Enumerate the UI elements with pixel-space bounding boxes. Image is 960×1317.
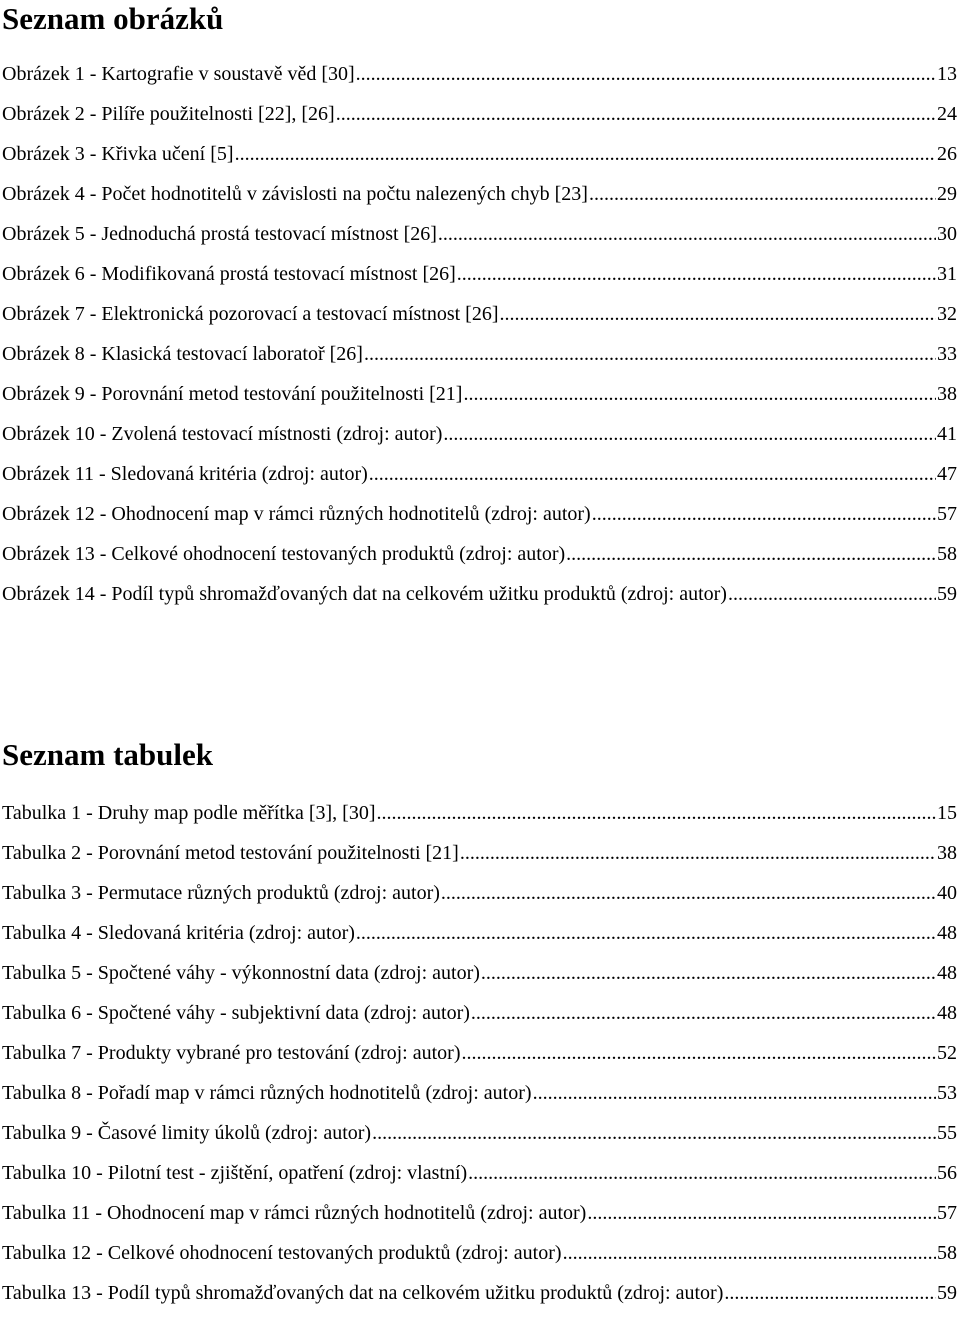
toc-entry-page-number: 41 [937,423,957,445]
toc-entry-page-number: 58 [937,543,957,565]
figure-toc-entry[interactable] [2,298,957,338]
toc-entry-title: Obrázek 13 - Celkové ohodnocení testovaných produktů (zdroj: autor) [2,543,566,565]
dot-leader [728,578,936,610]
table-toc-entry[interactable] [2,837,957,877]
dot-leader [463,378,936,410]
table-toc-entry[interactable] [2,877,957,917]
toc-entry-title: Tabulka 11 - Ohodnocení map v rámci různých hodnotitelů (zdroj: autor) [2,1202,587,1224]
toc-entry-title: Obrázek 8 - Klasická testovací laboratoř [26] [2,343,363,365]
dot-leader [592,498,936,530]
figure-toc-entry[interactable] [2,418,957,458]
toc-entry-title: Tabulka 7 - Produkty vybrané pro testování (zdroj: autor) [2,1042,461,1064]
toc-entry-page-number: 38 [937,383,957,405]
dot-leader [377,797,937,829]
toc-entry-page-number: 31 [937,263,957,285]
toc-entry-page-number: 55 [937,1122,957,1144]
figure-toc-entry[interactable] [2,258,957,298]
dot-leader [441,877,936,909]
toc-entry-page-number: 59 [937,1282,957,1304]
table-toc-entry[interactable] [2,997,957,1037]
list-of-tables [2,797,957,1317]
toc-entry-title: Tabulka 13 - Podíl typů shromažďovaných dat na celkovém užitku produktů (zdroj: autor) [2,1282,724,1304]
dot-leader [461,1037,936,1069]
toc-entry-title: Tabulka 1 - Druhy map podle měřítka [3], [30] [2,802,376,824]
figure-toc-entry[interactable] [2,538,957,578]
figure-toc-entry[interactable] [2,218,957,258]
list-of-figures-heading: Seznam obrázků [2,1,224,36]
table-toc-entry[interactable] [2,1277,957,1317]
dot-leader [587,1197,936,1229]
figure-toc-entry[interactable] [2,378,957,418]
toc-entry-page-number: 40 [937,882,957,904]
figure-toc-entry[interactable] [2,338,957,378]
table-toc-entry[interactable] [2,1157,957,1197]
toc-entry-page-number: 59 [937,583,957,605]
dot-leader [356,917,936,949]
dot-leader [481,957,936,989]
dot-leader [457,258,936,290]
dot-leader [468,1157,936,1189]
toc-entry-title: Obrázek 12 - Ohodnocení map v rámci různých hodnotitelů (zdroj: autor) [2,503,591,525]
dot-leader [566,538,936,570]
toc-entry-page-number: 48 [937,962,957,984]
table-toc-entry[interactable] [2,1237,957,1277]
dot-leader [533,1077,936,1109]
toc-entry-page-number: 13 [937,63,957,85]
dot-leader [443,418,936,450]
list-of-figures [2,58,957,618]
toc-entry-title: Obrázek 10 - Zvolená testovací místnosti (zdroj: autor) [2,423,443,445]
figure-toc-entry[interactable] [2,578,957,618]
toc-entry-title: Tabulka 10 - Pilotní test - zjištění, opatření (zdroj: vlastní) [2,1162,468,1184]
toc-entry-title: Obrázek 7 - Elektronická pozorovací a testovací místnost [26] [2,303,499,325]
toc-entry-page-number: 24 [937,103,957,125]
dot-leader [563,1237,936,1269]
dot-leader [235,138,936,170]
dot-leader [589,178,936,210]
toc-entry-page-number: 58 [937,1242,957,1264]
figure-toc-entry[interactable] [2,138,957,178]
figure-toc-entry[interactable] [2,458,957,498]
toc-entry-title: Obrázek 6 - Modifikovaná prostá testovací místnost [26] [2,263,456,285]
toc-entry-title: Obrázek 14 - Podíl typů shromažďovaných dat na celkovém užitku produktů (zdroj: autor) [2,583,727,605]
toc-entry-page-number: 33 [937,343,957,365]
toc-entry-title: Tabulka 8 - Pořadí map v rámci různých hodnotitelů (zdroj: autor) [2,1082,532,1104]
table-toc-entry[interactable] [2,1117,957,1157]
dot-leader [471,997,936,1029]
toc-entry-page-number: 57 [937,503,957,525]
dot-leader [460,837,936,869]
toc-entry-page-number: 26 [937,143,957,165]
dot-leader [500,298,937,330]
dot-leader [369,458,936,490]
table-toc-entry[interactable] [2,1077,957,1117]
figure-toc-entry[interactable] [2,498,957,538]
toc-entry-title: Obrázek 1 - Kartografie v soustavě věd [30] [2,63,355,85]
toc-entry-page-number: 48 [937,922,957,944]
table-toc-entry[interactable] [2,957,957,997]
toc-entry-title: Obrázek 9 - Porovnání metod testování použitelnosti [21] [2,383,463,405]
dot-leader [364,338,936,370]
toc-entry-page-number: 32 [937,303,957,325]
toc-entry-page-number: 38 [937,842,957,864]
toc-entry-page-number: 53 [937,1082,957,1104]
dot-leader [372,1117,936,1149]
table-toc-entry[interactable] [2,797,957,837]
figure-toc-entry[interactable] [2,58,957,98]
toc-entry-title: Tabulka 6 - Spočtené váhy - subjektivní data (zdroj: autor) [2,1002,470,1024]
toc-entry-title: Obrázek 4 - Počet hodnotitelů v závislosti na počtu nalezených chyb [23] [2,183,588,205]
toc-entry-title: Tabulka 9 - Časové limity úkolů (zdroj: autor) [2,1122,372,1144]
toc-entry-page-number: 15 [937,802,957,824]
table-toc-entry[interactable] [2,1037,957,1077]
toc-entry-page-number: 48 [937,1002,957,1024]
toc-entry-page-number: 57 [937,1202,957,1224]
dot-leader [724,1277,936,1309]
toc-entry-title: Obrázek 11 - Sledovaná kritéria (zdroj: autor) [2,463,368,485]
toc-entry-page-number: 29 [937,183,957,205]
toc-entry-title: Tabulka 2 - Porovnání metod testování použitelnosti [21] [2,842,459,864]
toc-entry-title: Tabulka 3 - Permutace různých produktů (zdroj: autor) [2,882,440,904]
toc-entry-title: Obrázek 5 - Jednoduchá prostá testovací místnost [26] [2,223,437,245]
toc-entry-title: Tabulka 5 - Spočtené váhy - výkonnostní data (zdroj: autor) [2,962,480,984]
list-of-tables-heading: Seznam tabulek [2,737,213,772]
figure-toc-entry[interactable] [2,178,957,218]
dot-leader [438,218,936,250]
dot-leader [356,58,936,90]
toc-entry-title: Tabulka 12 - Celkové ohodnocení testovaných produktů (zdroj: autor) [2,1242,562,1264]
toc-entry-page-number: 56 [937,1162,957,1184]
table-toc-entry[interactable] [2,1197,957,1237]
table-toc-entry[interactable] [2,917,957,957]
toc-entry-page-number: 30 [937,223,957,245]
dot-leader [336,98,936,130]
toc-entry-page-number: 52 [937,1042,957,1064]
figure-toc-entry[interactable] [2,98,957,138]
toc-entry-title: Obrázek 3 - Křivka učení [5] [2,143,234,165]
toc-entry-title: Obrázek 2 - Pilíře použitelnosti [22], [26] [2,103,335,125]
toc-entry-page-number: 47 [937,463,957,485]
toc-entry-title: Tabulka 4 - Sledovaná kritéria (zdroj: autor) [2,922,355,944]
